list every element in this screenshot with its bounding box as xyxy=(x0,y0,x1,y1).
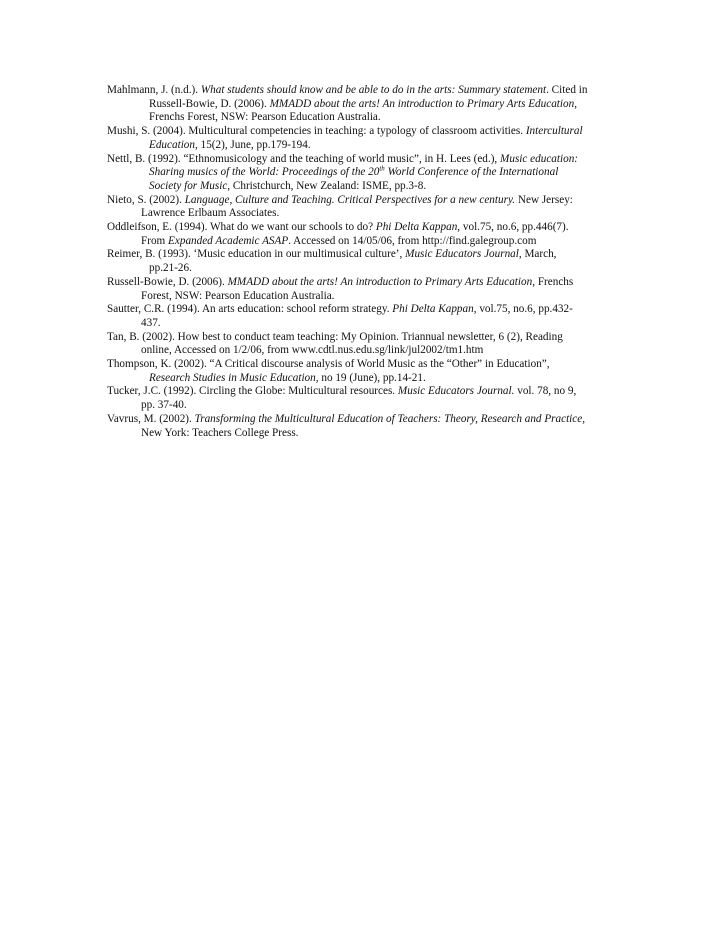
reference-text: New Jersey: xyxy=(515,193,573,206)
reference-italic-text: Phi Delta Kappan xyxy=(375,221,458,234)
reference-line xyxy=(107,221,622,235)
reference-italic-text: Transforming the Multicultural Education of Teachers: Theory, Research and Practice, xyxy=(194,412,586,425)
reference-text: Mushi, S. (2004). Multicultural competencies in teaching: a typology of classroom activities. xyxy=(107,125,526,138)
reference-italic-text: What students should know and be able to do in the arts: Summary statement xyxy=(200,84,547,96)
reference-line xyxy=(107,413,622,427)
reference-text: Mahlmann, J. (n.d.). xyxy=(107,84,201,96)
reference-line xyxy=(107,153,622,167)
reference-text: . Accessed on 14/05/06, from http://find.galegroup.com xyxy=(288,234,537,247)
reference-italic-text: Music Educators Journal. xyxy=(397,385,515,398)
reference-italic-text: Education xyxy=(149,138,195,151)
reference-text: vol. 78, no 9, xyxy=(514,385,577,398)
reference-line xyxy=(107,180,622,194)
reference-line xyxy=(107,111,622,125)
reference-line xyxy=(107,84,622,98)
reference-line xyxy=(107,125,622,139)
reference-italic-text: Music Educators Journal xyxy=(405,248,519,261)
reference-text: , vol.75, no.6, pp.432- xyxy=(473,303,573,316)
reference-entry-reimer xyxy=(107,248,622,275)
reference-italic-text: MMADD about the arts! An introduction to Primary Arts Education xyxy=(227,275,533,288)
reference-italic-text: Phi Delta Kappan xyxy=(392,303,474,316)
reference-line xyxy=(107,262,622,276)
reference-text: Nieto, S. (2002). xyxy=(107,193,185,206)
reference-text: From xyxy=(141,234,169,247)
reference-italic-text: Sharing musics of the World: Proceedings of the 20 xyxy=(149,166,380,179)
reference-line xyxy=(107,290,622,304)
reference-text: New York: Teachers College Press. xyxy=(141,426,299,439)
reference-line xyxy=(107,166,622,180)
reference-text: . Cited in xyxy=(546,84,588,96)
reference-entry-oddleifson xyxy=(107,221,622,248)
reference-line xyxy=(107,399,622,413)
reference-line xyxy=(107,98,622,112)
reference-list xyxy=(107,84,622,440)
reference-italic-text: Language, Culture and Teaching. Critical Perspectives for a new century. xyxy=(184,193,516,206)
reference-text: , xyxy=(574,97,578,110)
reference-line xyxy=(107,317,622,331)
reference-text: Russell-Bowie, D. (2006). xyxy=(149,97,270,110)
reference-italic-text: World Conference of the International xyxy=(384,166,559,179)
reference-text: Christchurch, New Zealand: ISME, pp.3-8. xyxy=(230,179,427,192)
reference-text: Reimer, B. (1993). ‘Music education in our multimusical culture’, xyxy=(107,248,406,261)
reference-line xyxy=(107,385,622,399)
reference-text: 437. xyxy=(141,316,161,329)
reference-line xyxy=(107,372,622,386)
reference-line xyxy=(107,139,622,153)
reference-line xyxy=(107,303,622,317)
reference-line xyxy=(107,235,622,249)
reference-text: th xyxy=(379,164,385,173)
reference-italic-text: Music education: xyxy=(500,152,579,165)
reference-text: online, Accessed on 1/2/06, from www.cdtl.nus.edu.sg/link/jul2002/tm1.htm xyxy=(141,344,484,357)
reference-line xyxy=(107,331,622,345)
reference-text: pp. 37-40. xyxy=(141,399,187,412)
reference-italic-text: Research Studies in Music Education, xyxy=(149,371,319,384)
reference-text: Forest, NSW: Pearson Education Australia. xyxy=(141,289,335,302)
reference-entry-sautter xyxy=(107,303,622,330)
reference-text: , 15(2), June, pp.179-194. xyxy=(195,138,311,151)
reference-text: Thompson, K. (2002). “A Critical discourse analysis of World Music as the “Other” in Education”, xyxy=(107,358,550,371)
reference-entry-mahlmann xyxy=(107,84,622,125)
reference-line xyxy=(107,194,622,208)
reference-entry-thompson xyxy=(107,358,622,385)
reference-text: Lawrence Erlbaum Associates. xyxy=(141,207,280,220)
reference-text: pp.21-26. xyxy=(149,262,192,275)
reference-line xyxy=(107,248,622,262)
reference-italic-text: Expanded Academic ASAP xyxy=(168,234,289,247)
reference-italic-text: MMADD about the arts! An introduction to Primary Arts Education xyxy=(269,97,575,110)
reference-text: Tan, B. (2002). How best to conduct team teaching: My Opinion. Triannual newsletter, 6 (2), Reading xyxy=(107,330,563,343)
reference-line xyxy=(107,358,622,372)
reference-text: Sautter, C.R. (1994). An arts education: school reform strategy. xyxy=(107,303,393,316)
reference-entry-nettl xyxy=(107,153,622,194)
reference-entry-tucker xyxy=(107,385,622,412)
reference-entry-mushi xyxy=(107,125,622,152)
reference-line xyxy=(107,427,622,441)
reference-text: Nettl, B. (1992). “Ethnomusicology and the teaching of world music”, in H. Lees (ed.), xyxy=(107,152,501,165)
reference-text: Oddleifson, E. (1994). What do we want our schools to do? xyxy=(107,221,376,234)
reference-line xyxy=(107,207,622,221)
reference-text: no 19 (June), pp.14-21. xyxy=(318,371,426,384)
reference-text: Vavrus, M. (2002). xyxy=(107,412,195,425)
reference-line xyxy=(107,276,622,290)
reference-italic-text: Intercultural xyxy=(525,125,583,138)
reference-entry-vavrus xyxy=(107,413,622,440)
reference-entry-tan xyxy=(107,331,622,358)
reference-text: Tucker, J.C. (1992). Circling the Globe: Multicultural resources. xyxy=(107,385,398,398)
reference-text: , Frenchs xyxy=(532,275,574,288)
reference-text: , March, xyxy=(518,248,557,261)
reference-italic-text: Society for Music, xyxy=(149,179,231,192)
reference-entry-nieto xyxy=(107,194,622,221)
reference-text: Russell-Bowie, D. (2006). xyxy=(107,275,228,288)
reference-text: Frenchs Forest, NSW: Pearson Education Australia. xyxy=(149,111,381,124)
reference-entry-russell-bowie xyxy=(107,276,622,303)
reference-text: , vol.75, no.6, pp.446(7). xyxy=(457,221,569,234)
reference-line xyxy=(107,344,622,358)
